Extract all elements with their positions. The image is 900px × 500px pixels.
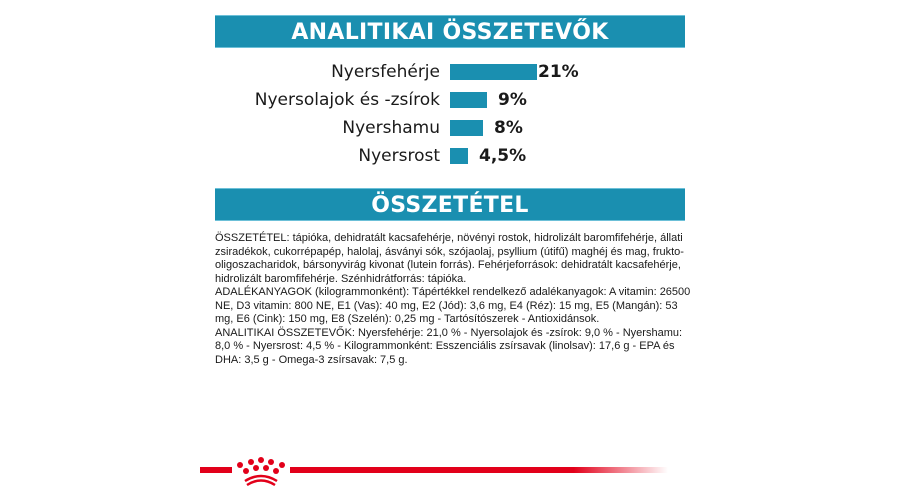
composition-text [215,232,695,367]
row-value: 21% [538,62,579,82]
crown-icon [234,456,288,488]
bar [450,92,487,108]
analytical-components-header: ANALITIKAI ÖSSZETEVŐK [215,15,685,48]
analytical-paragraph: ANALITIKAI ÖSSZETEVŐK: Nyersfehérje: 21,0 % - Nyersolajok és -zsírok: 9,0 % - Nyershamu: 8,0 % - Nyersrost: 4,5 % - Kilogrammonként: Esszenciális zsírsavak (linolsav): 17,6 g - EPA és DHA: 3,5 g - Omega-3 zsírsavak: 7,5 g. [215,326,683,366]
footer-divider-right [290,467,668,473]
bar [450,64,537,80]
row-value: 8% [494,118,523,138]
row-label: Nyersfehérje [331,62,440,82]
chart-row-ash [215,116,685,140]
row-label: Nyersrost [358,146,440,166]
additives-paragraph: ADALÉKANYAGOK (kilogrammonként): Tápértékkel rendelkező adalékanyagok: A vitamin: 26500 NE, D3 vitamin: 800 NE, E1 (Vas): 40 mg, E2 (Jód): 3,6 mg, E4 (Réz): 15 mg, E5 (Mangán): 53 mg, E6 (Cink): 150 mg, E8 (Szelén): 0,25 mg - Tartósítószerek - Antioxidánsok. [215,286,691,325]
bar [450,148,468,164]
composition-header: ÖSSZETÉTEL [215,188,685,221]
chart-row-fibre [215,144,685,168]
bar [450,120,483,136]
row-label: Nyershamu [342,118,440,138]
composition-paragraph: ÖSSZETÉTEL: tápióka, dehidratált kacsafehérje, növényi rostok, hidrolizált baromfifehérje, állati zsiradékok, cukorrépapép, halolaj, ásványi sók, szójaolaj, psyllium (útifű) maghéj és mag, frukto-oligoszacharidok, bársonyvirág kivonat (lutein forrás). Fehérjeforrások: dehidratált kacsafehérje, hidrolizált baromfifehérje. Szénhidrátforrás: tápióka. [215,232,684,285]
row-label: Nyersolajok és -zsírok [254,90,440,110]
chart-row-protein [215,60,685,84]
chart-row-fat [215,88,685,112]
row-value: 4,5% [479,146,527,166]
row-value: 9% [498,90,527,110]
footer-divider-left [200,467,232,473]
